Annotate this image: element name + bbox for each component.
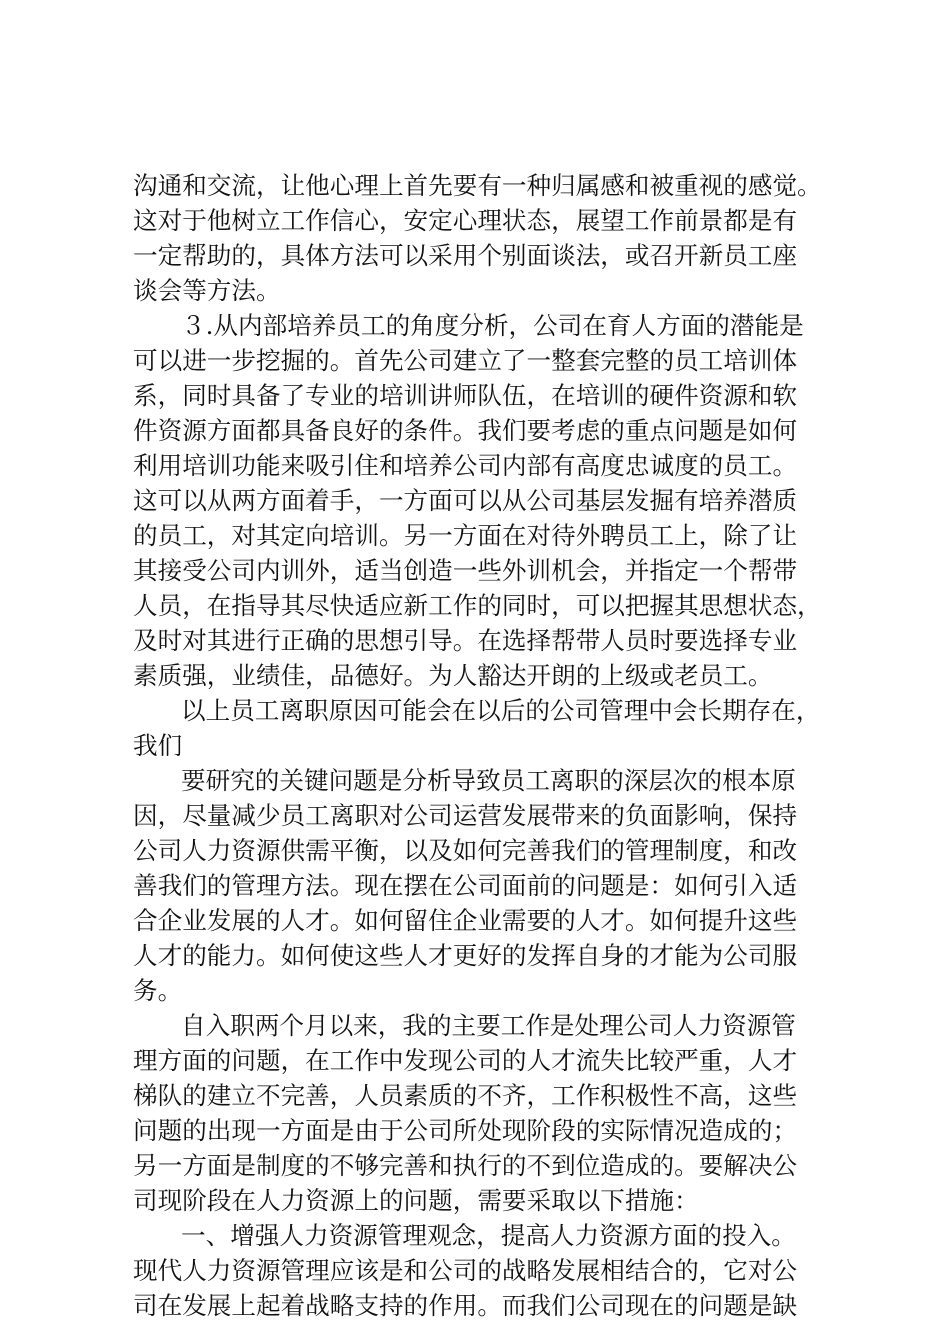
text-line: 善我们的管理方法。现在摆在公司面前的问题是：如何引入适 (133, 871, 798, 900)
text-line: 人才的能力。如何使这些人才更好的发挥自身的才能为公司服 (133, 941, 798, 970)
text-line: 沟通和交流，让他心理上首先要有一种归属感和被重视的感觉。 (133, 171, 822, 200)
text-line: 一定帮助的，具体方法可以采用个别面谈法，或召开新员工座 (133, 241, 798, 270)
text-line: 以上员工离职原因可能会在以后的公司管理中会长期存在， (181, 696, 821, 725)
text-line: 合企业发展的人才。如何留住企业需要的人才。如何提升这些 (133, 906, 798, 935)
document-body (133, 168, 823, 1323)
text-line: 梯队的建立不完善，人员素质的不齐，工作积极性不高，这些 (133, 1081, 798, 1110)
text-line: 人员，在指导其尽快适应新工作的同时，可以把握其思想状态， (133, 591, 822, 620)
text-line: 件资源方面都具备良好的条件。我们要考虑的重点问题是如何 (133, 416, 798, 445)
text-line: 要研究的关键问题是分析导致员工离职的深层次的根本原 (181, 766, 796, 795)
text-line: 另一方面是制度的不够完善和执行的不到位造成的。要解决公 (133, 1151, 798, 1180)
text-line: 自入职两个月以来，我的主要工作是处理公司人力资源管 (181, 1011, 796, 1040)
text-line: 可以进一步挖掘的。首先公司建立了一整套完整的员工培训体 (133, 346, 798, 375)
text-line: 素质强，业绩佳，品德好。为人豁达开朗的上级或老员工。 (133, 661, 773, 690)
text-line: 谈会等方法。 (133, 276, 281, 305)
text-line: 司在发展上起着战略支持的作用。而我们公司现在的问题是缺 (133, 1291, 798, 1320)
text-line: 系，同时具备了专业的培训讲师队伍，在培训的硬件资源和软 (133, 381, 798, 410)
text-line: 的员工，对其定向培训。另一方面在对待外聘员工上，除了让 (133, 521, 798, 550)
text-line: 现代人力资源管理应该是和公司的战略发展相结合的，它对公 (133, 1256, 798, 1285)
text-line: 利用培训功能来吸引住和培养公司内部有高度忠诚度的员工。 (133, 451, 798, 480)
text-line: 因，尽量减少员工离职对公司运营发展带来的负面影响，保持 (133, 801, 798, 830)
text-line: 司现阶段在人力资源上的问题，需要采取以下措施： (133, 1186, 699, 1215)
text-line: 及时对其进行正确的思想引导。在选择帮带人员时要选择专业 (133, 626, 798, 655)
text-line: 公司人力资源供需平衡，以及如何完善我们的管理制度，和改 (133, 836, 798, 865)
text-line: 这可以从两方面着手，一方面可以从公司基层发掘有培养潜质 (133, 486, 798, 515)
text-line: 这对于他树立工作信心，安定心理状态，展望工作前景都是有 (133, 206, 798, 235)
text-line: 我们 (133, 731, 183, 760)
text-line: 其接受公司内训外，适当创造一些外训机会，并指定一个帮带 (133, 556, 798, 585)
text-line: 一、增强人力资源管理观念，提高人力资源方面的投入。 (181, 1221, 796, 1250)
text-line: ３.从内部培养员工的角度分析，公司在育人方面的潜能是 (181, 311, 804, 340)
text-line: 理方面的问题，在工作中发现公司的人才流失比较严重，人才 (133, 1046, 798, 1075)
text-line: 问题的出现一方面是由于公司所处现阶段的实际情况造成的； (133, 1116, 798, 1145)
text-line: 务。 (133, 976, 183, 1005)
